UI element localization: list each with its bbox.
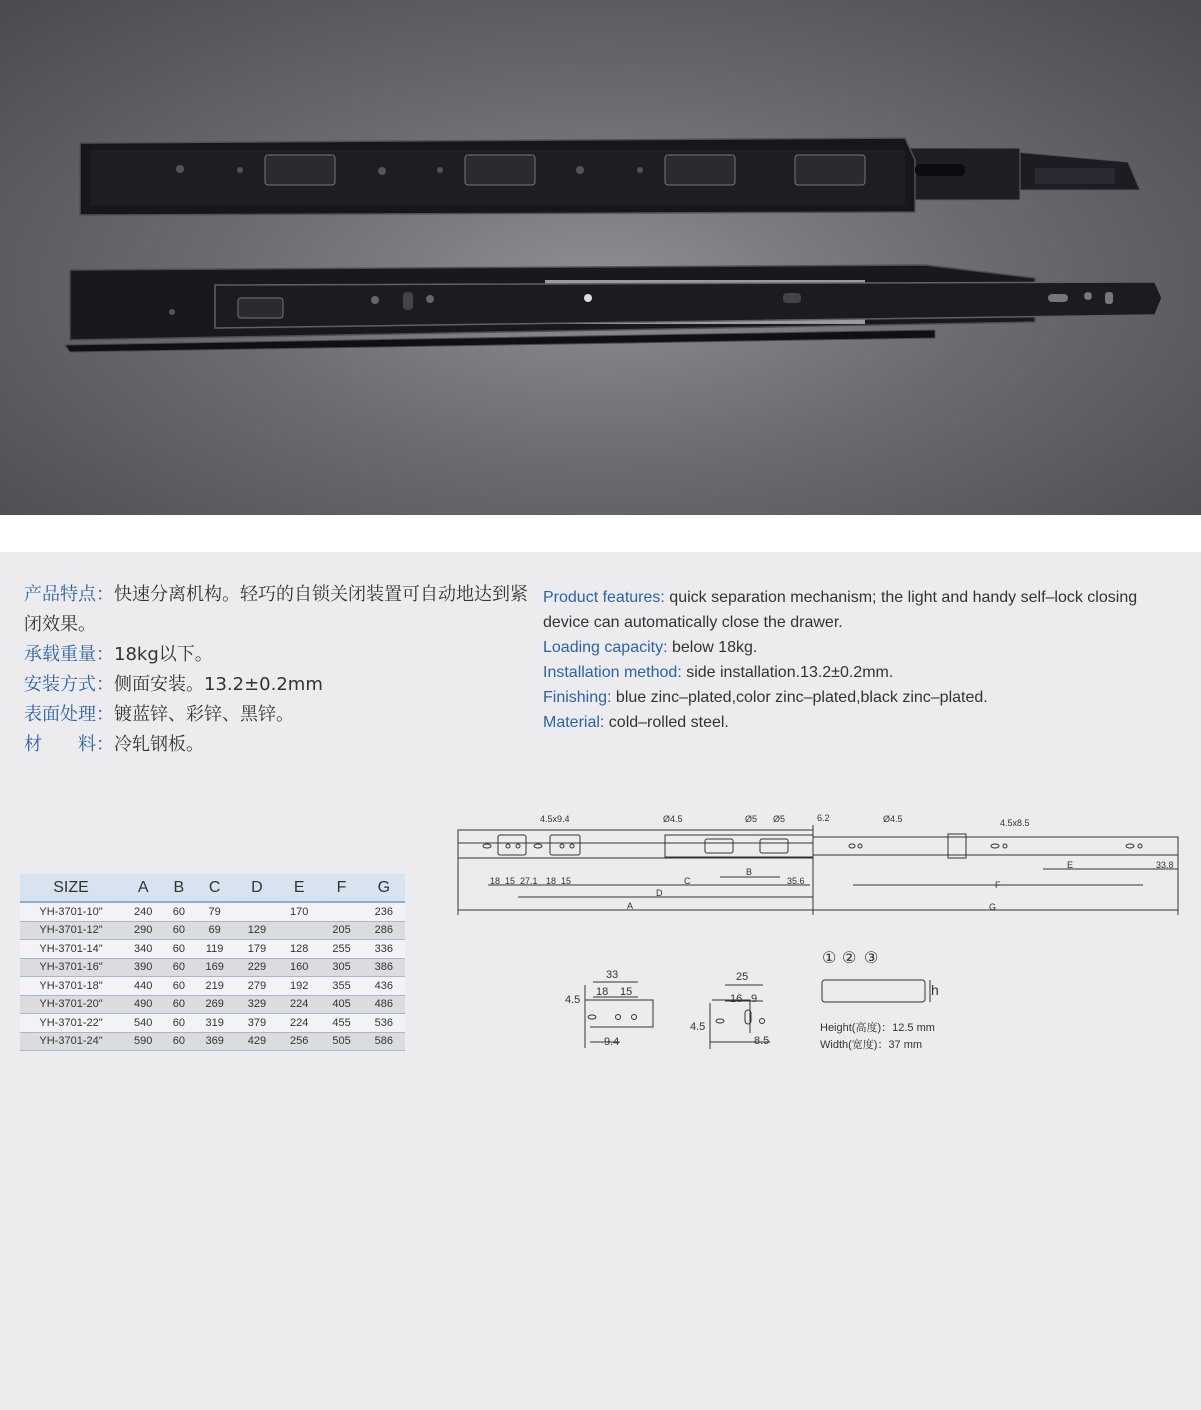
feature-cn-finish: 表面处理：镀蓝锌、彩锌、黑锌。 — [24, 704, 294, 725]
detail-dim-8-5: 8.5 — [754, 1035, 770, 1047]
feature-en-capacity: Loading capacity: below 18kg. — [543, 639, 758, 656]
feature-en-install: Installation method: side installation.13.2±0.2mm. — [543, 664, 894, 681]
detail-dim-15: 15 — [620, 986, 633, 998]
dim-18-b: 18 — [546, 876, 557, 886]
dim-hole-4-5x8-5: 4.5x8.5 — [1000, 818, 1030, 828]
dim-label-b: B — [746, 867, 753, 877]
detail-dim-25: 25 — [736, 971, 749, 983]
size-table — [20, 874, 405, 1051]
width-spec: Width(宽度)：37 mm — [820, 1039, 923, 1051]
header-e: E — [278, 874, 320, 902]
table-row: YH-3701-12" 290 60 69 129 205 286 — [20, 921, 405, 940]
feature-cn-product: 产品特点：快速分离机构。轻巧的自锁关闭装置可自动地达到紧闭效果。 — [24, 584, 528, 635]
callout-1: ① — [822, 950, 837, 967]
dim-label-a: A — [627, 901, 634, 911]
features-en — [543, 585, 1163, 735]
header-b: B — [164, 874, 193, 902]
dim-label-e: E — [1067, 860, 1074, 870]
features-cn — [24, 580, 534, 760]
detail-1-outline — [585, 1000, 653, 1027]
table-row: YH-3701-16" 390 60 169 229 160 305 386 — [20, 958, 405, 977]
detail-dim-16: 16 — [730, 993, 743, 1005]
detail-drawings — [560, 945, 960, 1055]
separator-band — [0, 515, 1201, 552]
detail-dim-4-5-a: 4.5 — [565, 994, 581, 1006]
table-row: YH-3701-22" 540 60 319 379 224 455 536 — [20, 1014, 405, 1033]
header-size: SIZE — [20, 874, 122, 902]
dim-label-f: F — [995, 880, 1001, 890]
table-row: YH-3701-24" 590 60 369 429 256 505 586 — [20, 1032, 405, 1051]
height-label: h — [931, 982, 939, 998]
header-d: D — [236, 874, 278, 902]
dim-15-a: 15 — [505, 876, 516, 886]
table-row: YH-3701-18" 440 60 219 279 192 355 436 — [20, 977, 405, 996]
size-table-header — [20, 874, 405, 902]
detail-dim-33: 33 — [606, 969, 619, 981]
feature-en-material: Material: cold–rolled steel. — [543, 714, 729, 731]
table-row: YH-3701-14" 340 60 119 179 128 255 336 — [20, 940, 405, 959]
dim-label-g: G — [989, 902, 997, 912]
table-row: YH-3701-20" 490 60 269 329 224 405 486 — [20, 995, 405, 1014]
dim-label-d: D — [656, 888, 663, 898]
detail-dim-4-5-b: 4.5 — [690, 1021, 706, 1033]
technical-drawing — [450, 805, 1185, 920]
dim-6-2: 6.2 — [817, 813, 830, 823]
feature-cn-install: 安装方式：侧面安装。13.2±0.2mm — [24, 674, 323, 695]
dim-35-6: 35.6 — [787, 876, 805, 886]
header-a: A — [122, 874, 164, 902]
header-c: C — [193, 874, 235, 902]
dim-dia-5-a: Ø5 — [745, 814, 758, 824]
callout-2: ② — [842, 950, 857, 967]
dim-15-b: 15 — [561, 876, 572, 886]
detail-dim-9: 9 — [751, 993, 758, 1005]
detail-dim-18: 18 — [596, 986, 609, 998]
feature-cn-material: 材 料：冷轧钢板。 — [24, 734, 204, 755]
feature-en-product: Product features: quick separation mechanism; the light and handy self–lock closing device can automatically close the drawer. — [543, 589, 1138, 631]
dim-label-c: C — [684, 876, 691, 886]
feature-cn-capacity: 承载重量：18kg以下。 — [24, 644, 213, 665]
header-f: F — [320, 874, 362, 902]
height-spec: Height(高度)：12.5 mm — [820, 1022, 935, 1034]
callout-3: ③ — [864, 950, 879, 967]
product-photo — [0, 0, 1201, 515]
table-row: YH-3701-10" 240 60 79 170 236 — [20, 902, 405, 921]
dim-18-a: 18 — [490, 876, 501, 886]
lower-slide — [65, 265, 1162, 352]
detail-dim-9-4: 9.4 — [604, 1036, 620, 1048]
dim-33-8: 33.8 — [1156, 860, 1174, 870]
dim-hole-4-5x9-4: 4.5x9.4 — [540, 814, 570, 824]
header-g: G — [363, 874, 405, 902]
feature-en-finish: Finishing: blue zinc–plated,color zinc–plated,black zinc–plated. — [543, 689, 988, 706]
cross-section-outline — [822, 980, 925, 1002]
dim-dia-4-5-b: Ø4.5 — [883, 814, 903, 824]
upper-slide — [80, 138, 1140, 215]
drawer-slides-image — [0, 0, 1201, 515]
dim-27-1: 27.1 — [520, 876, 538, 886]
dim-dia-5-b: Ø5 — [773, 814, 786, 824]
slide-outline-right — [813, 837, 1178, 855]
dim-dia-4-5-a: Ø4.5 — [663, 814, 683, 824]
